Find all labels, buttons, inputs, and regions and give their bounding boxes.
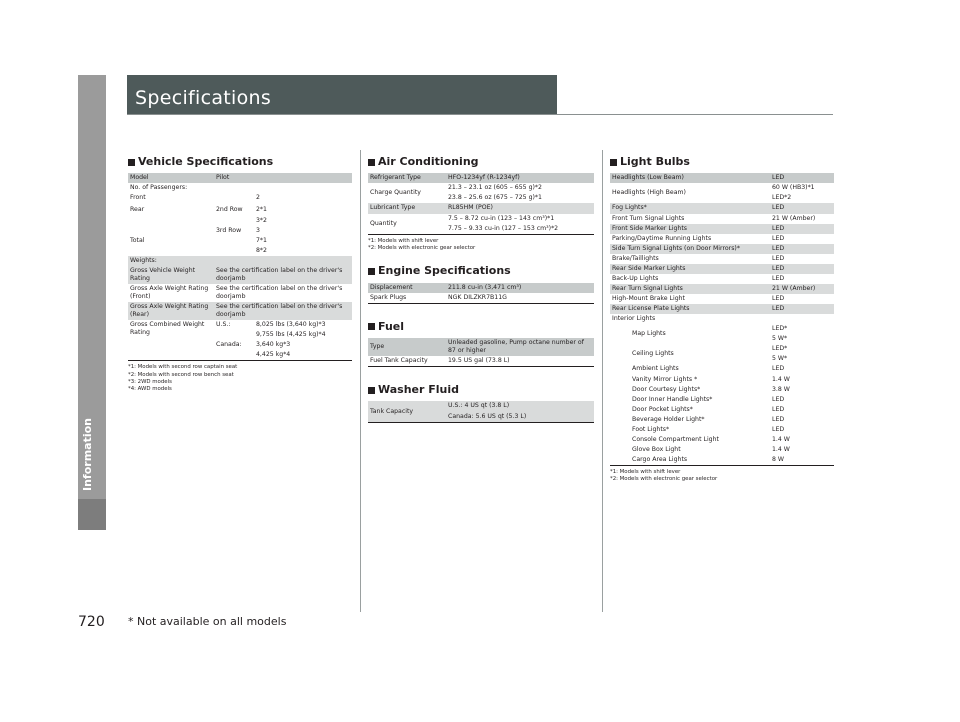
table-bottom-rule (368, 422, 594, 423)
bullet-square-icon (368, 387, 375, 394)
table-row: Displacement 211.8 cu-in (3,471 cm³) (368, 283, 594, 293)
table-row: Gross Axle Weight Rating (Front) See the certification label on the driver's doorjamb (130, 284, 343, 301)
column-divider-1 (360, 150, 361, 612)
table-row: Brake/Taillights LED (612, 254, 785, 262)
table-row: Cargo Area Lights 8 W (632, 456, 785, 464)
light-bulbs-heading: Light Bulbs (610, 155, 834, 169)
page-number: 720 (78, 614, 105, 630)
table-row: Front Turn Signal Lights 21 W (Amber) (612, 214, 816, 222)
table-bottom-rule (128, 360, 352, 361)
table-row: Fog Lights* LED (610, 203, 834, 213)
washer-table (368, 401, 594, 421)
table-row: Back-Up Lights LED (612, 274, 785, 282)
table-row: Total 7*1 (130, 236, 267, 244)
table-row: 8*2 (256, 246, 267, 254)
table-row: Fuel Tank Capacity 19.5 US gal (73.8 L) (370, 357, 510, 365)
table-row: 7.75 – 9.33 cu-in (127 – 153 cm³)*2 (448, 224, 559, 232)
table-row: LED*2 (772, 194, 792, 202)
table-row: Ceiling Lights LED* (632, 345, 788, 358)
page-title: Specifications (135, 87, 272, 109)
bullet-square-icon (368, 159, 375, 166)
table-row: Canada: 3,640 kg*3 (216, 341, 291, 349)
light-bulbs-table (610, 173, 834, 465)
table-row: Vanity Mirror Lights * 1.4 W (632, 375, 790, 383)
side-tab-marker (78, 499, 106, 530)
table-row: High-Mount Brake Light LED (612, 295, 785, 303)
table-bottom-rule (368, 303, 594, 304)
not-available-note: * Not available on all models (128, 615, 287, 628)
table-row: 5 W* (772, 355, 788, 363)
table-row: Tank Capacity U.S.: 4 US qt (3.8 L) (368, 401, 594, 411)
bulbs-footnotes: *1: Models with shift lever *2: Models with electronic gear selector (610, 469, 718, 483)
vehicle-footnotes: *1: Models with second row captain seat *2: Models with second row bench seat *3: 2WD models *4: AWD models (128, 364, 238, 393)
table-row: Refrigerant Type HFO-1234yf (R-1234yf) (368, 173, 594, 183)
section-side-tab (78, 75, 106, 499)
table-row: 23.8 – 25.6 oz (675 – 725 g)*1 (448, 194, 542, 202)
table-row: No. of Passengers: (130, 184, 188, 192)
bullet-square-icon (368, 268, 375, 275)
bullet-square-icon (610, 159, 617, 166)
table-row: Foot Lights* LED (632, 425, 785, 433)
header-pilot: Pilot (214, 173, 352, 183)
ac-footnotes: *1: Models with shift lever *2: Models with electronic gear selector (368, 237, 476, 251)
table-row: Console Compartment Light 1.4 W (632, 435, 790, 443)
table-row: Side Turn Signal Lights (on Door Mirrors)* LED (610, 244, 834, 254)
table-header-row (128, 173, 352, 183)
table-row: Gross Combined Weight Rating U.S.: 8,025 lbs (3,640 kg)*3 (130, 321, 326, 337)
vehicle-specs-heading: Vehicle Specifications (128, 155, 352, 169)
engine-table (368, 283, 594, 303)
table-row: Glove Box Light 1.4 W (632, 445, 790, 453)
table-row: 4,425 kg*4 (256, 351, 291, 359)
vehicle-specs-table (128, 173, 352, 360)
table-row: Headlights (Low Beam) LED (610, 173, 834, 183)
table-row: Door Inner Handle Lights* LED (632, 395, 785, 403)
middle-column (368, 155, 594, 423)
table-row: 3rd Row 3 (216, 226, 260, 234)
vehicle-specs-section (128, 155, 352, 394)
section-tab-label: Information (81, 418, 94, 491)
table-row: 9,755 lbs (4,425 kg)*4 (256, 331, 326, 339)
table-row: Map Lights LED* (632, 325, 788, 338)
table-row: Rear 2nd Row 2*1 (130, 206, 267, 214)
banner-rule (127, 114, 833, 115)
table-row: Quantity 7.5 – 8.72 cu-in (123 – 143 cm³)*1 (370, 214, 555, 227)
bullet-square-icon (368, 323, 375, 330)
ac-heading: Air Conditioning (368, 155, 594, 169)
table-row: Rear License Plate Lights LED (610, 304, 834, 314)
table-row: Front 2 (130, 194, 260, 202)
table-row: Gross Vehicle Weight Rating See the certification label on the driver's doorjamb (128, 266, 352, 284)
table-row: Door Courtesy Lights* 3.8 W (632, 385, 790, 393)
table-row: 3*2 (256, 216, 267, 224)
table-row: Front Side Marker Lights LED (610, 224, 834, 234)
column-divider-2 (602, 150, 603, 612)
table-row: Spark Plugs NGK DILZKR7B11G (370, 293, 507, 301)
fuel-heading: Fuel (368, 320, 594, 334)
table-bottom-rule (368, 366, 594, 367)
ac-table (368, 173, 594, 233)
table-row: Parking/Daytime Running Lights LED (612, 234, 785, 242)
table-row: Weights: (128, 256, 352, 266)
table-row: Interior Lights (612, 315, 656, 323)
table-row: Headlights (High Beam) 60 W (HB3)*1 (612, 184, 815, 197)
table-row: Charge Quantity 21.3 – 23.1 oz (605 – 655 g)*2 (370, 184, 542, 197)
light-bulbs-section (610, 155, 834, 484)
table-row: Rear Side Marker Lights LED (610, 264, 834, 274)
bullet-square-icon (128, 159, 135, 166)
table-row: Ambient Lights LED (632, 365, 785, 373)
title-banner (127, 75, 557, 115)
table-row: 5 W* (772, 335, 788, 343)
engine-heading: Engine Specifications (368, 264, 594, 278)
table-row: Beverage Holder Light* LED (632, 415, 785, 423)
table-row: Gross Axle Weight Rating (Rear) See the certification label on the driver's doorjamb (128, 302, 352, 320)
table-row: Door Pocket Lights* LED (632, 405, 785, 413)
washer-heading: Washer Fluid (368, 383, 594, 397)
fuel-table (368, 338, 594, 366)
table-row: Canada: 5.6 US qt (5.3 L) (368, 412, 594, 422)
table-bottom-rule (368, 234, 594, 235)
table-row: Rear Turn Signal Lights 21 W (Amber) (610, 284, 834, 294)
table-row: Type Unleaded gasoline, Pump octane number of 87 or higher (368, 338, 594, 356)
table-row: Lubricant Type RL85HM (POE) (368, 203, 594, 213)
table-bottom-rule (610, 465, 834, 466)
header-model: Model (128, 173, 214, 183)
